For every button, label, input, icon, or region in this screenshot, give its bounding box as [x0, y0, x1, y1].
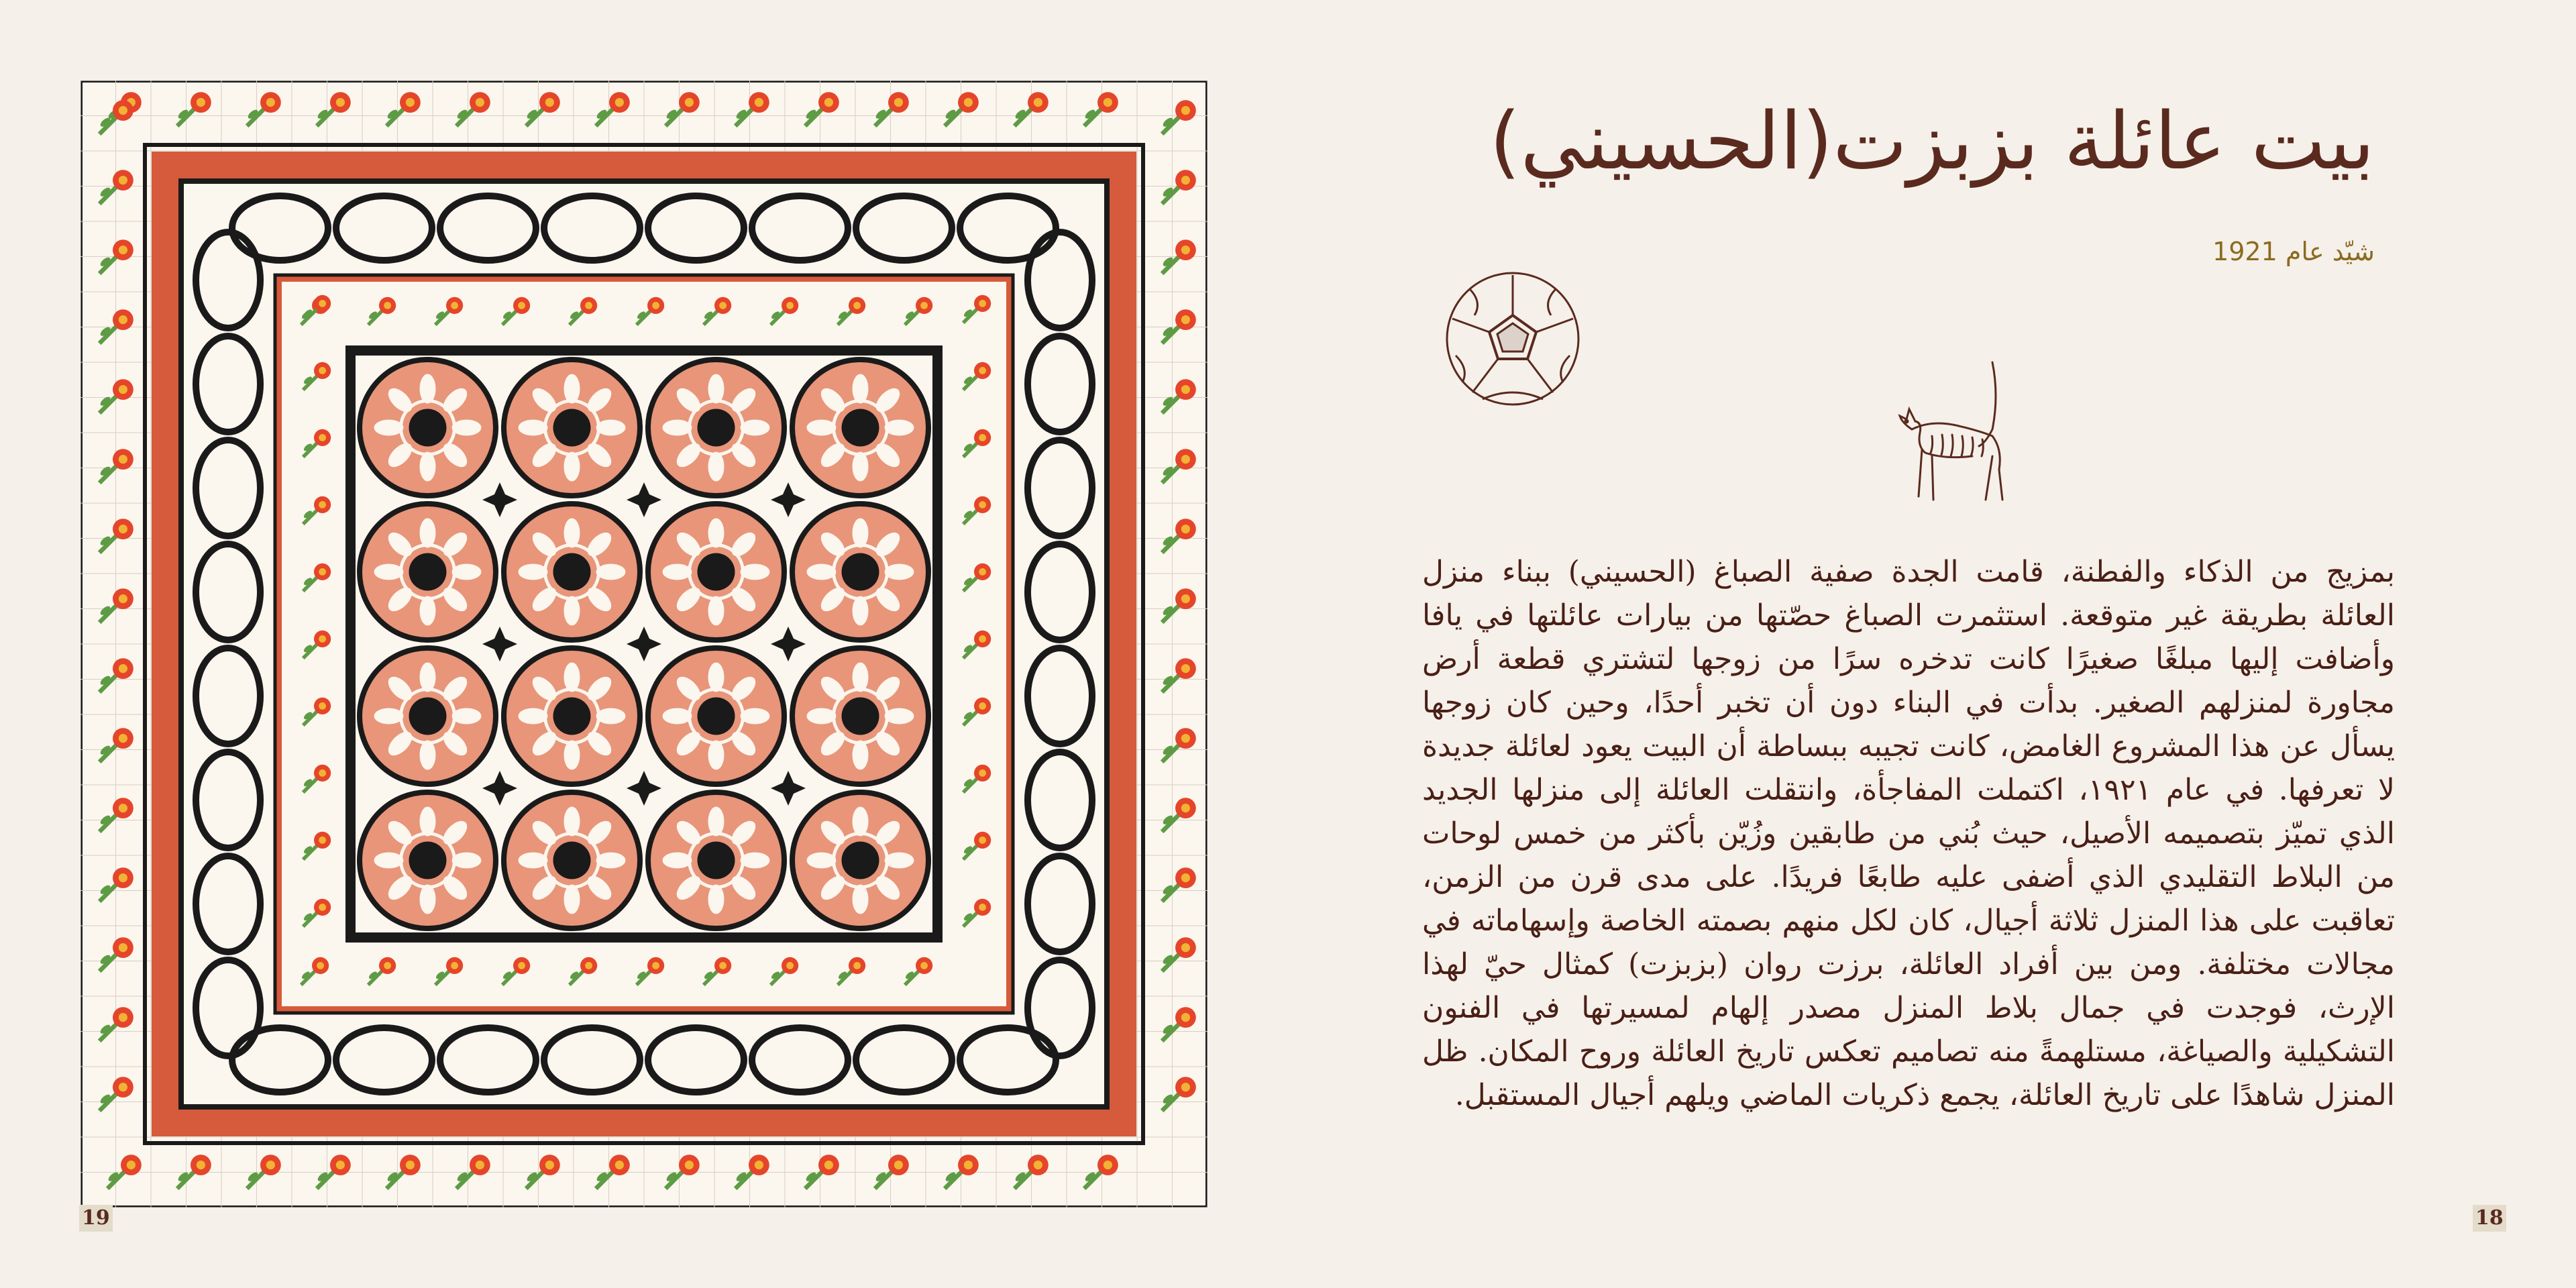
page-number-left: 19: [79, 1205, 113, 1232]
tile-pattern-illustration: [80, 80, 1208, 1208]
page-number-right: 18: [2473, 1205, 2506, 1232]
soccer-ball-icon: [1442, 268, 1583, 409]
built-year-subtitle: شيّد عام 1921: [2212, 237, 2375, 266]
body-paragraph: بمزيج من الذكاء والفطنة، قامت الجدة صفية الصباغ (الحسيني) ببناء منزل العائلة بطريقة غير متوقعة. استثمرت الصباغ حصّتها من بيارات عائلتها في يافا وأضافت إليها مبلغًا صغيرًا كانت تدخره سرًا من زوجها لتشتري قطعة أرض مجاورة لمنزلهم الصغير. بدأت في البناء دون أن تخبر أحدًا، وحين كان زوجها يسأل عن هذا المشروع الغامض، كانت تجيبه ببساطة أن البيت يعود لعائلة جديدة لا تعرفها. في عام ١٩٢١، اكتملت المفاجأة، وانتقلت العائلة إلى منزلها الجديد الذي تميّز بتصميمه الأصيل، حيث بُني من طابقين وزُيّن بأكثر من خمس لوحات من البلاط التقليدي الذي أضفى عليه طابعًا فريدًا. على مدى قرن من الزمن، تعاقبت على هذا المنزل ثلاثة أجيال، كان لكل منهم بصمته الخاصة وإسهاماته في مجالات مختلفة. ومن بين أفراد العائلة، برزت روان (بزبزت) كمثال حيّ لهذا الإرث، فوجدت في جمال بلاط المنزل مصدر إلهام لمسيرتها في الفنون التشكيلية والصياغة، مستلهمةً منه تصاميم تعكس تاريخ العائلة وروح المكان. ظل المنزل شاهدًا على تاريخ العائلة، يجمع ذكريات الماضي ويلهم أجيال المستقبل.: [1422, 555, 2395, 1112]
page-title: بيت عائلة بزبزت(الحسيني): [1489, 95, 2375, 187]
right-page: [1288, 0, 2576, 1288]
cat-icon: [1892, 356, 2019, 510]
